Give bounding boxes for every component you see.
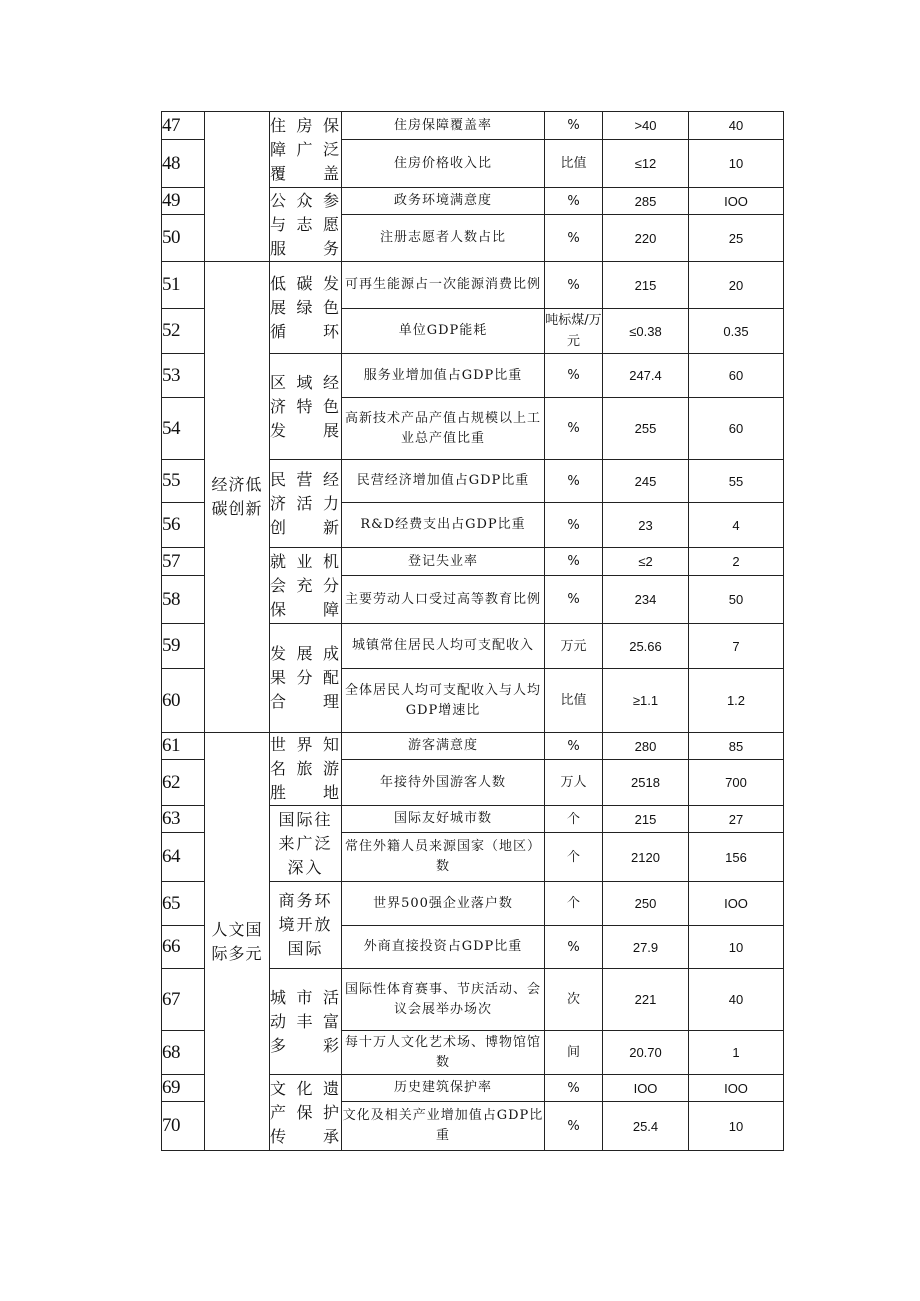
indicator-value-2020: 25.66 [603, 624, 689, 669]
indicator-value-2020: IOO [603, 1075, 689, 1102]
subcategory-cell: 区域经济特色发展 [270, 354, 342, 460]
indicator-name: 住房价格收入比 [342, 140, 545, 188]
indicator-unit: 比值 [545, 669, 603, 733]
row-number: 68 [162, 1031, 205, 1075]
dimension-cell: 人文国际多元 [205, 733, 270, 1151]
table-row [162, 733, 784, 760]
indicator-value-2020: 285 [603, 188, 689, 215]
indicator-value-2020: 255 [603, 398, 689, 460]
indicator-unit: 个 [545, 833, 603, 882]
indicator-value-2035: 40 [689, 112, 784, 140]
indicator-name: 登记失业率 [342, 548, 545, 576]
indicator-unit: 间 [545, 1031, 603, 1075]
indicator-name: 游客满意度 [342, 733, 545, 760]
indicator-value-2020: 280 [603, 733, 689, 760]
indicator-value-2035: 55 [689, 460, 784, 503]
indicator-name: 文化及相关产业增加值占GDP比重 [342, 1102, 545, 1151]
indicator-unit: 万元 [545, 624, 603, 669]
row-number: 61 [162, 733, 205, 760]
row-number: 69 [162, 1075, 205, 1102]
indicator-value-2020: ≥1.1 [603, 669, 689, 733]
indicator-value-2035: 4 [689, 503, 784, 548]
subcategory-cell: 就业机会充分保障 [270, 548, 342, 624]
row-number: 62 [162, 760, 205, 806]
row-number: 49 [162, 188, 205, 215]
indicator-value-2020: 27.9 [603, 926, 689, 969]
row-number: 48 [162, 140, 205, 188]
indicator-value-2035: IOO [689, 1075, 784, 1102]
indicator-value-2035: 2 [689, 548, 784, 576]
indicator-value-2035: 85 [689, 733, 784, 760]
indicator-name: 全体居民人均可支配收入与人均GDP增速比 [342, 669, 545, 733]
indicator-value-2020: 215 [603, 262, 689, 309]
row-number: 60 [162, 669, 205, 733]
indicator-name: 世界500强企业落户数 [342, 882, 545, 926]
indicator-name: 国际友好城市数 [342, 806, 545, 833]
indicator-value-2035: 1 [689, 1031, 784, 1075]
indicator-value-2035: 60 [689, 354, 784, 398]
row-number: 58 [162, 576, 205, 624]
indicator-value-2020: 2518 [603, 760, 689, 806]
indicator-name: 高新技术产品产值占规模以上工业总产值比重 [342, 398, 545, 460]
indicator-name: 民营经济增加值占GDP比重 [342, 460, 545, 503]
subcategory-cell: 国际往来广泛深入 [270, 806, 342, 882]
indicator-name: 每十万人文化艺术场、博物馆馆数 [342, 1031, 545, 1075]
indicator-unit: % [545, 354, 603, 398]
row-number: 47 [162, 112, 205, 140]
indicator-value-2035: 7 [689, 624, 784, 669]
indicator-value-2035: 10 [689, 926, 784, 969]
indicator-value-2020: 234 [603, 576, 689, 624]
indicator-unit: % [545, 1102, 603, 1151]
subcategory-cell: 低碳发展绿色循环 [270, 262, 342, 354]
indicator-name: 服务业增加值占GDP比重 [342, 354, 545, 398]
row-number: 65 [162, 882, 205, 926]
row-number: 59 [162, 624, 205, 669]
row-number: 64 [162, 833, 205, 882]
indicator-value-2035: IOO [689, 188, 784, 215]
indicator-unit: 个 [545, 882, 603, 926]
indicator-name: 常住外籍人员来源国家（地区）数 [342, 833, 545, 882]
indicator-value-2020: 220 [603, 215, 689, 262]
indicator-value-2020: 2120 [603, 833, 689, 882]
indicator-unit: % [545, 262, 603, 309]
row-number: 66 [162, 926, 205, 969]
indicator-name: 政务环境满意度 [342, 188, 545, 215]
indicator-table [161, 111, 784, 1151]
indicator-name: 可再生能源占一次能源消费比例 [342, 262, 545, 309]
table-row [162, 262, 784, 309]
row-number: 67 [162, 969, 205, 1031]
row-number: 53 [162, 354, 205, 398]
row-number: 55 [162, 460, 205, 503]
row-number: 57 [162, 548, 205, 576]
indicator-value-2020: ≤12 [603, 140, 689, 188]
indicator-name: 年接待外国游客人数 [342, 760, 545, 806]
row-number: 52 [162, 309, 205, 354]
indicator-unit: % [545, 926, 603, 969]
indicator-unit: 个 [545, 806, 603, 833]
indicator-value-2035: 60 [689, 398, 784, 460]
indicator-unit: % [545, 398, 603, 460]
dimension-cell-empty [205, 112, 270, 262]
row-number: 51 [162, 262, 205, 309]
indicator-value-2035: IOO [689, 882, 784, 926]
row-number: 56 [162, 503, 205, 548]
indicator-unit: % [545, 112, 603, 140]
indicator-unit: 次 [545, 969, 603, 1031]
indicator-value-2020: 25.4 [603, 1102, 689, 1151]
row-number: 63 [162, 806, 205, 833]
table-row [162, 112, 784, 140]
row-number: 54 [162, 398, 205, 460]
indicator-value-2035: 1.2 [689, 669, 784, 733]
indicator-unit: 比值 [545, 140, 603, 188]
indicator-unit: % [545, 1075, 603, 1102]
indicator-value-2035: 156 [689, 833, 784, 882]
indicator-unit: % [545, 548, 603, 576]
indicator-value-2035: 27 [689, 806, 784, 833]
indicator-name: 国际性体育赛事、节庆活动、会议会展举办场次 [342, 969, 545, 1031]
indicator-unit: % [545, 576, 603, 624]
indicator-name: 住房保障覆盖率 [342, 112, 545, 140]
indicator-unit: % [545, 215, 603, 262]
indicator-value-2035: 700 [689, 760, 784, 806]
indicator-unit: % [545, 503, 603, 548]
row-number: 50 [162, 215, 205, 262]
indicator-name: 主要劳动人口受过高等教育比例 [342, 576, 545, 624]
subcategory-cell: 民营经济活力创新 [270, 460, 342, 548]
indicator-name: 外商直接投资占GDP比重 [342, 926, 545, 969]
indicator-value-2020: ≤0.38 [603, 309, 689, 354]
indicator-value-2020: ≤2 [603, 548, 689, 576]
subcategory-cell: 公众参与志愿服务 [270, 188, 342, 262]
indicator-value-2020: 245 [603, 460, 689, 503]
indicator-name: 城镇常住居民人均可支配收入 [342, 624, 545, 669]
indicator-unit: % [545, 460, 603, 503]
indicator-value-2035: 20 [689, 262, 784, 309]
indicator-unit: % [545, 188, 603, 215]
indicator-name: 历史建筑保护率 [342, 1075, 545, 1102]
indicator-value-2035: 25 [689, 215, 784, 262]
indicator-value-2020: 23 [603, 503, 689, 548]
subcategory-cell: 城市活动丰富多彩 [270, 969, 342, 1075]
indicator-value-2035: 50 [689, 576, 784, 624]
indicator-name: 注册志愿者人数占比 [342, 215, 545, 262]
indicator-value-2020: >40 [603, 112, 689, 140]
indicator-value-2020: 221 [603, 969, 689, 1031]
indicator-value-2020: 215 [603, 806, 689, 833]
indicator-value-2035: 40 [689, 969, 784, 1031]
row-number: 70 [162, 1102, 205, 1151]
indicator-value-2020: 247.4 [603, 354, 689, 398]
subcategory-cell: 商务环境开放国际 [270, 882, 342, 969]
subcategory-cell: 文化遗产保护传承 [270, 1075, 342, 1151]
subcategory-cell: 住房保障广泛覆盖 [270, 112, 342, 188]
indicator-unit: 吨标煤/万元 [545, 309, 603, 354]
indicator-name: R&D经费支出占GDP比重 [342, 503, 545, 548]
dimension-cell: 经济低碳创新 [205, 262, 270, 733]
indicator-value-2020: 20.70 [603, 1031, 689, 1075]
indicator-name: 单位GDP能耗 [342, 309, 545, 354]
indicator-value-2020: 250 [603, 882, 689, 926]
indicator-unit: % [545, 733, 603, 760]
indicator-value-2035: 10 [689, 140, 784, 188]
indicator-value-2035: 0.35 [689, 309, 784, 354]
subcategory-cell: 世界知名旅游胜地 [270, 733, 342, 806]
indicator-value-2035: 10 [689, 1102, 784, 1151]
subcategory-cell: 发展成果分配合理 [270, 624, 342, 733]
indicator-unit: 万人 [545, 760, 603, 806]
